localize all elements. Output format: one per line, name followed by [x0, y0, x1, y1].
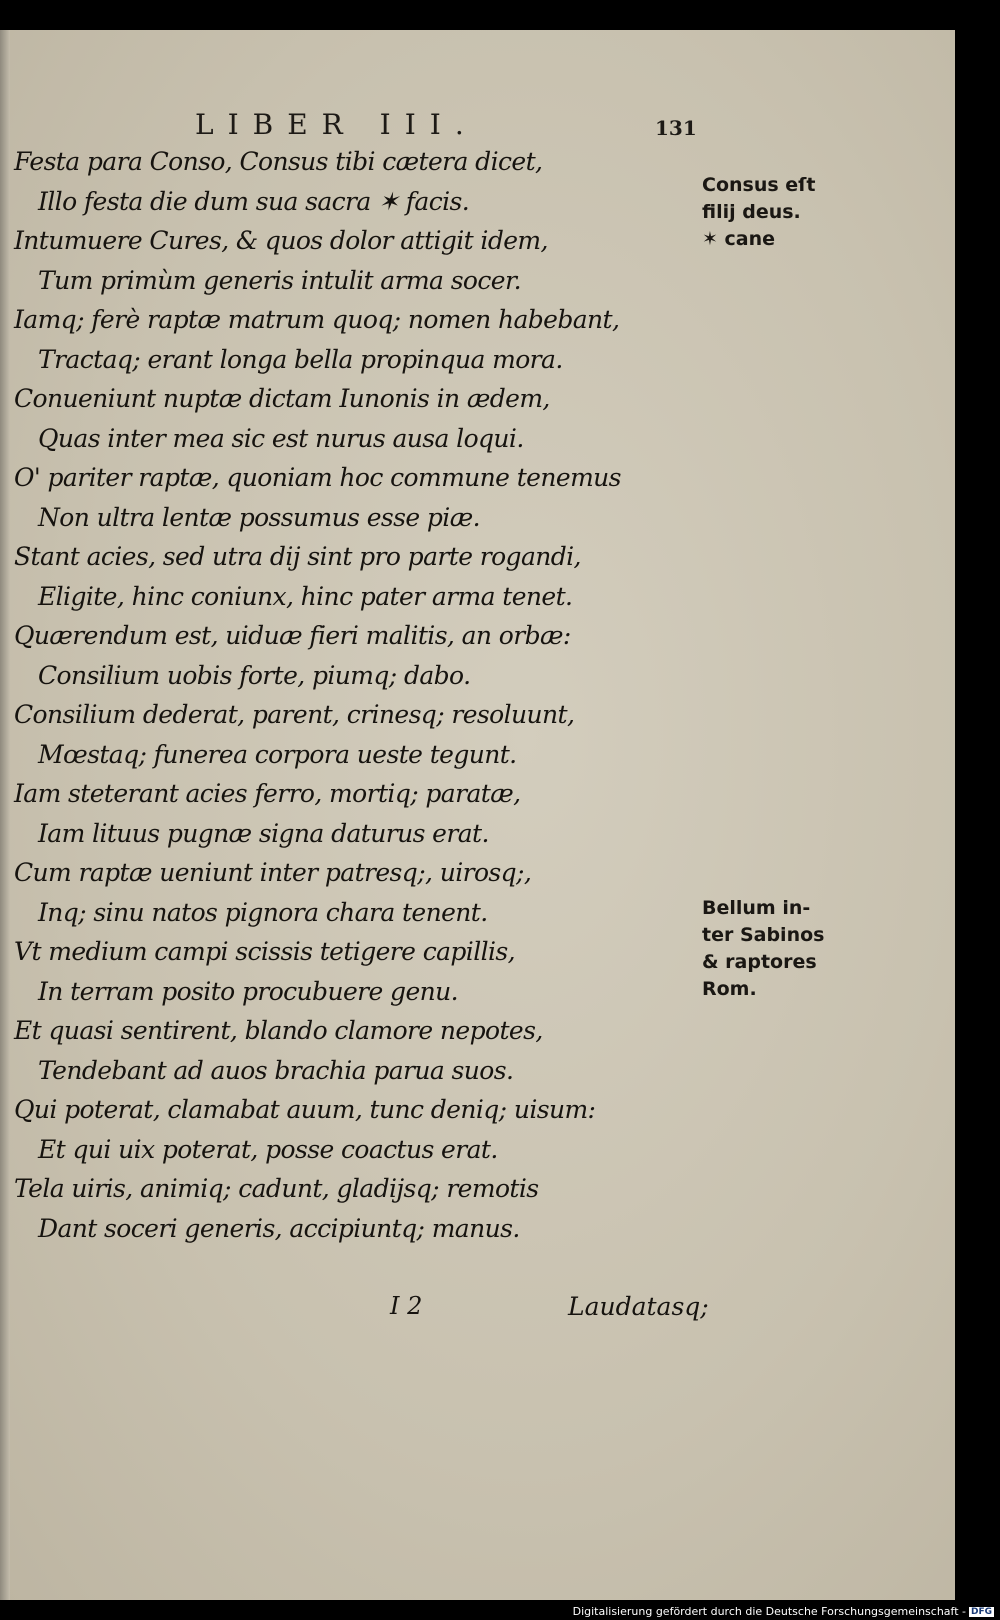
digitization-credit — [573, 1605, 994, 1618]
verse-line: Eligite, hinc coniunx, hinc pater arma tenet. — [38, 581, 573, 611]
verse-line: Qui poterat, clamabat auum, tunc deniq; uisum: — [14, 1095, 596, 1124]
page-gutter-shadow — [0, 30, 10, 1600]
verse-line: Tela uiris, animiq; cadunt, gladijsq; remotis — [14, 1174, 539, 1203]
marginal-note-consus — [702, 172, 816, 253]
verse-line: Quas inter mea sic est nurus ausa loqui. — [38, 423, 524, 453]
verse-line: Consilium dederat, parent, crinesq; resoluunt, — [14, 700, 575, 729]
marginal-note-line: Rom. — [702, 978, 757, 1000]
marginal-note-bellum — [702, 895, 824, 1003]
verse-line: Non ultra lentæ possumus esse piæ. — [38, 502, 480, 532]
verse-line: Inq; sinu natos pignora chara tenent. — [38, 897, 488, 927]
verse-line: Et qui uix poterat, posse coactus erat. — [38, 1134, 498, 1164]
verse-line: Quærendum est, uiduæ fieri malitis, an orbæ: — [14, 621, 571, 650]
verse-block — [14, 142, 634, 1248]
signature-mark: I 2 — [390, 1292, 423, 1320]
verse-line: Festa para Conso, Consus tibi cætera dicet, — [14, 147, 543, 176]
catchword: Laudatasq; — [568, 1292, 709, 1321]
verse-line: In terram posito procubuere genu. — [38, 976, 458, 1006]
verse-line: Tractaq; erant longa bella propinqua mora. — [38, 344, 563, 374]
marginal-note-line: ✶ cane — [702, 228, 776, 250]
page-number: 131 — [655, 116, 697, 140]
verse-line: Cum raptæ ueniunt inter patresq;, uirosq;, — [14, 858, 532, 887]
verse-line: Consilium uobis forte, piumq; dabo. — [38, 660, 471, 690]
marginal-note-line: filij deus. — [702, 201, 801, 223]
verse-line: Iam steterant acies ferro, mortiq; paratæ, — [14, 779, 521, 808]
verse-line: Et quasi sentirent, blando clamore nepotes, — [14, 1016, 543, 1045]
credit-text: Digitalisierung gefördert durch die Deutsche Forschungsgemeinschaft - — [572, 1605, 966, 1618]
verse-line: Mœstaq; funerea corpora ueste tegunt. — [38, 739, 517, 769]
verse-line: Tendebant ad auos brachia parua suos. — [38, 1055, 514, 1085]
running-title: LIBER III. — [195, 108, 478, 141]
verse-line: Iam lituus pugnæ signa daturus erat. — [38, 818, 489, 848]
verse-line: Stant acies, sed utra dij sint pro parte rogandi, — [14, 542, 581, 571]
verse-line: Dant soceri generis, accipiuntq; manus. — [38, 1213, 520, 1243]
marginal-note-line: Bellum in- — [702, 897, 811, 919]
book-page — [0, 30, 955, 1600]
verse-line: Tum primùm generis intulit arma socer. — [38, 265, 521, 295]
marginal-note-line: ter Sabinos — [702, 924, 825, 946]
marginal-note-line: & raptores — [702, 951, 817, 973]
marginal-note-line: Consus eſt — [702, 174, 816, 196]
page-footer — [0, 1292, 955, 1332]
verse-line: O' pariter raptæ, quoniam hoc commune tenemus — [14, 463, 621, 492]
verse-line: Iamq; ferè raptæ matrum quoq; nomen habebant, — [14, 305, 620, 334]
verse-line: Conueniunt nuptæ dictam Iunonis in ædem, — [14, 384, 550, 413]
verse-line: Vt medium campi scissis tetigere capillis, — [14, 937, 515, 966]
verse-line: Intumuere Cures, & quos dolor attigit idem, — [14, 226, 548, 255]
verse-line: Illo festa die dum sua sacra ✶ facis. — [38, 186, 470, 216]
dfg-logo: DFG — [970, 1607, 992, 1617]
